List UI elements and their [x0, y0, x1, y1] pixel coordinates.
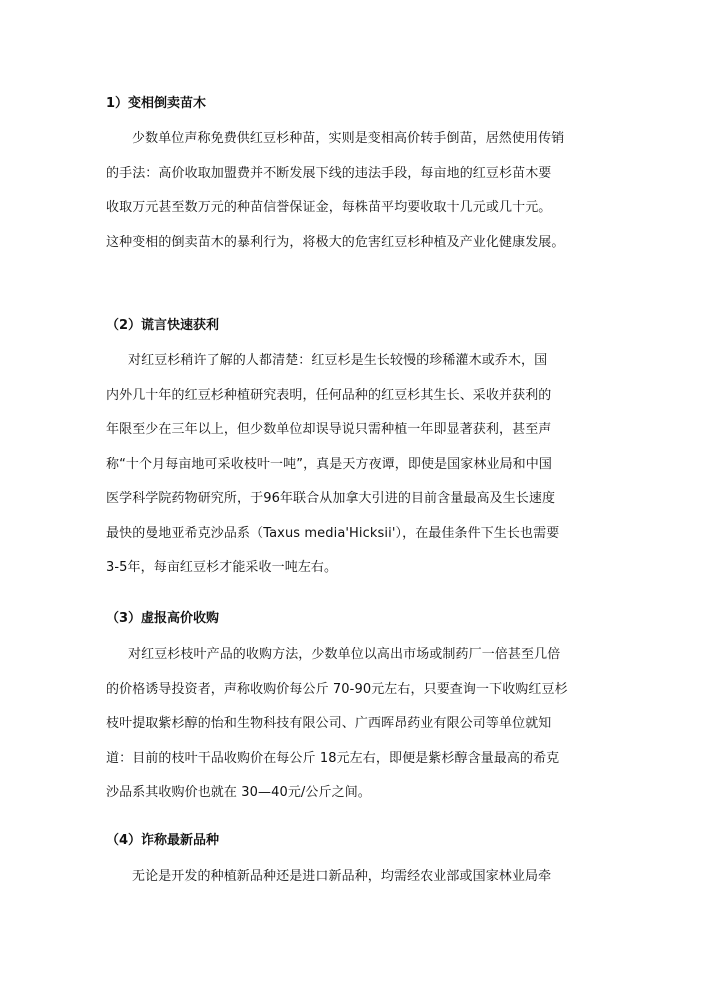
paragraph-line: 枝叶提取紫杉醇的怡和生物科技有限公司、广西晖昂药业有限公司等单位就知: [106, 716, 552, 731]
section-body-3: [106, 638, 592, 811]
paragraph-line: 的手法：高价收取加盟费并不断发展下线的违法手段，每亩地的红豆杉苗木要: [106, 165, 552, 181]
section-body-2: [106, 344, 592, 586]
paragraph-line: 对红豆杉稍许了解的人都清楚：红豆杉是生长较慢的珍稀灌木或乔木，国: [128, 353, 548, 368]
paragraph-line: 少数单位声称免费供红豆杉种苗，实则是变相高价转手倒苗，居然使用传销: [132, 131, 565, 146]
paragraph-line: 医学科学院药物研究所，于96年联合从加拿大引进的目前含量最高及生长速度: [106, 491, 556, 506]
section-heading-2: （2）谎言快速获利: [106, 318, 220, 333]
section-heading-3: （3）虚报高价收购: [106, 611, 220, 626]
paragraph-line: 道：目前的枝叶干品收购价在每公斤 18元左右，即便是紫杉醇含量最高的希克: [106, 750, 560, 766]
paragraph-line: 内外几十年的红豆杉种植研究表明，任何品种的红豆杉其生长、采收并获利的: [106, 387, 552, 403]
paragraph-line: 称“十个月每亩地可采收枝叶一吨”，真是天方夜谭，即使是国家林业局和中国: [106, 456, 552, 472]
section-body-4: [106, 860, 592, 895]
paragraph-line: 的价格诱导投资者，声称收购价每公斤 70-90元左右，只要查询一下收购红豆杉: [106, 681, 568, 697]
section-heading-1: 1）变相倒卖苗木: [106, 96, 207, 111]
paragraph-line: 收取万元甚至数万元的种苗信誉保证金，每株苗平均要收取十几元或几十元。: [106, 200, 552, 215]
section-body-1: [106, 122, 592, 260]
paragraph-line: 3-5年，每亩红豆杉才能采收一吨左右。: [106, 560, 338, 575]
paragraph-line: 无论是开发的种植新品种还是进口新品种，均需经农业部或国家林业局牵: [132, 869, 552, 884]
paragraph-line: 对红豆杉枝叶产品的收购方法，少数单位以高出市场或制药厂一倍甚至几倍: [128, 647, 561, 662]
paragraph-line: 沙品系其收购价也就在 30—40元/公斤之间。: [106, 785, 371, 800]
paragraph-line: 这种变相的倒卖苗木的暴利行为，将极大的危害红豆杉种植及产业化健康发展。: [106, 234, 565, 250]
paragraph-line: 最快的曼地亚希克沙品系（Taxus media'Hicksii'），在最佳条件下生长也需要: [106, 525, 560, 541]
paragraph-line: 年限至少在三年以上，但少数单位却误导说只需种植一年即显著获利，甚至声: [106, 422, 552, 437]
section-heading-4: （4）诈称最新品种: [106, 833, 220, 848]
